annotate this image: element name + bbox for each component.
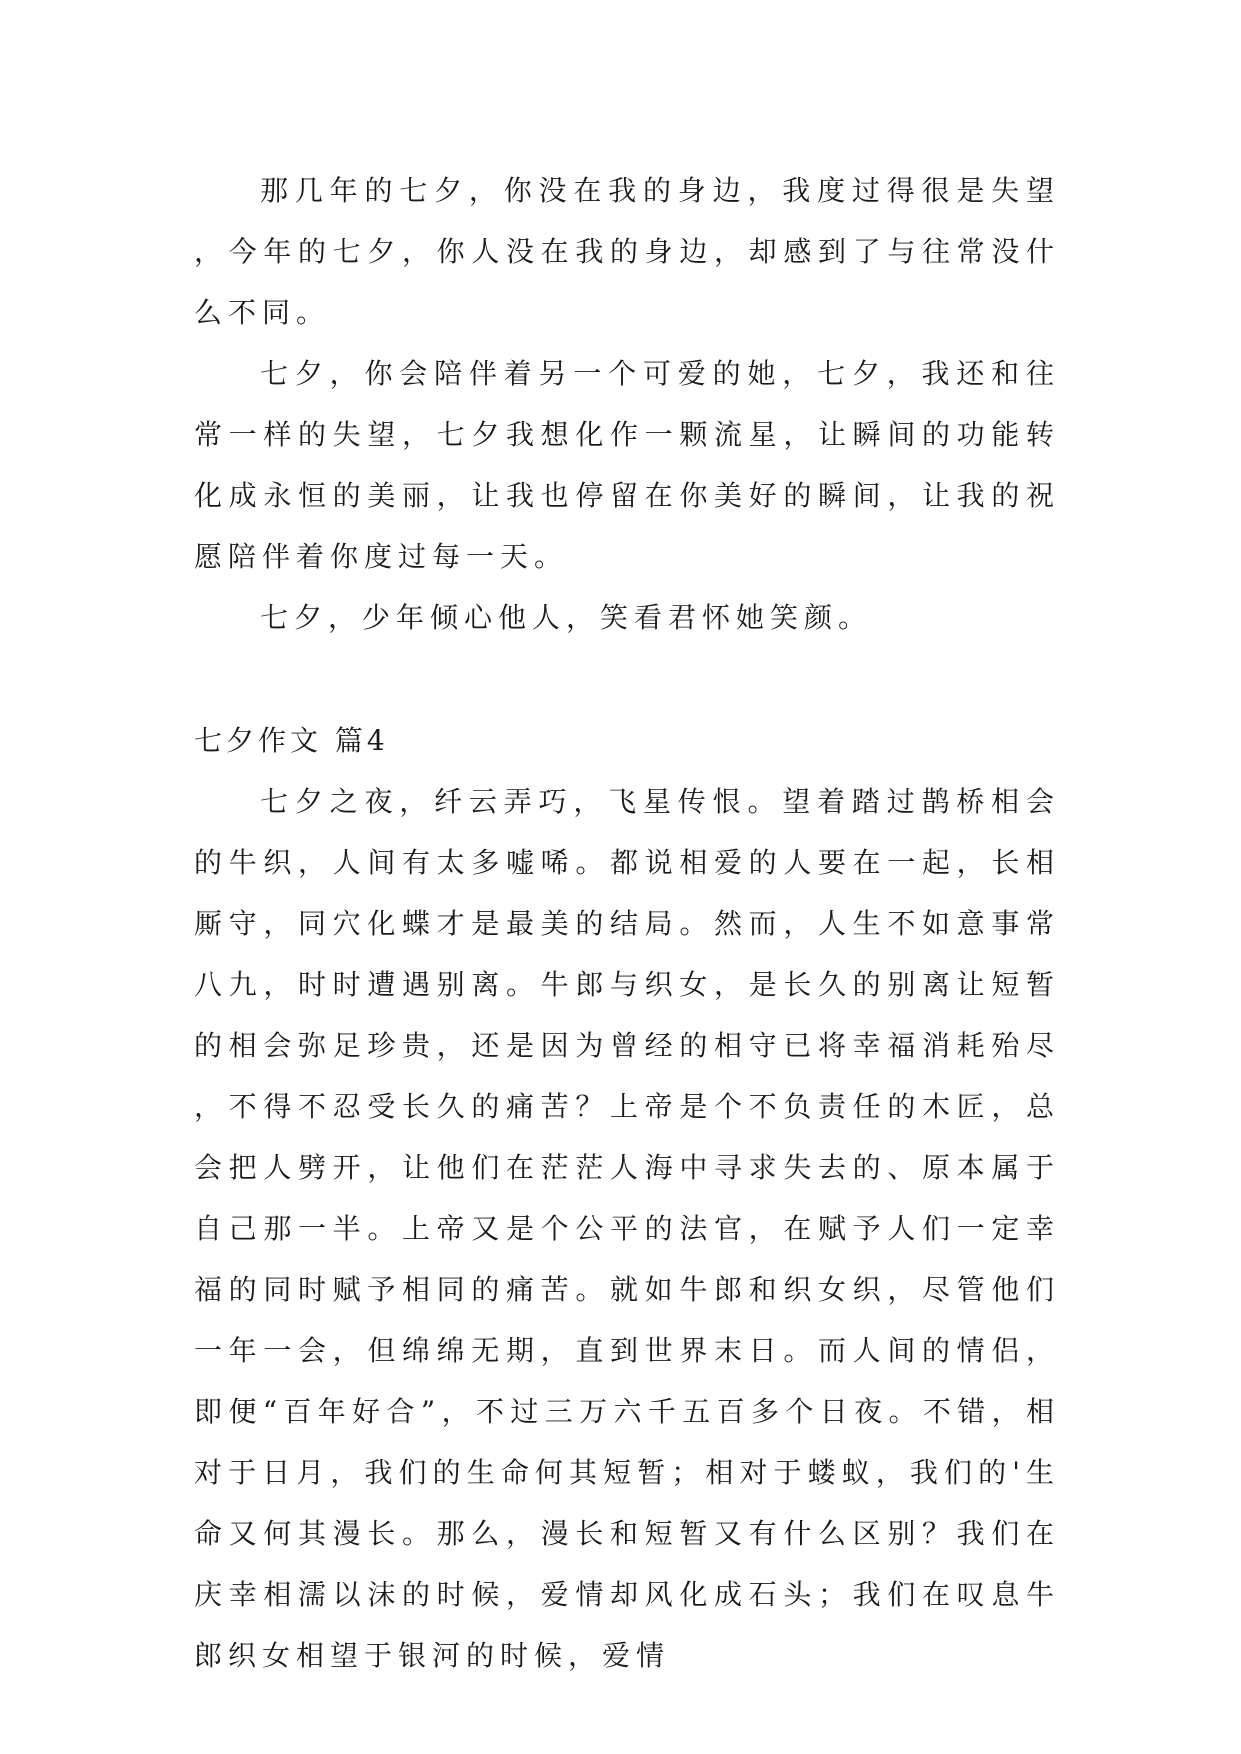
paragraph-qixi-youth: 七夕，少年倾心他人，笑看君怀她笑颜。 [260, 601, 873, 634]
paragraph-qixi-shooting-star: 七夕，你会陪伴着另一个可爱的她，七夕，我还和往常一样的失望，七夕我想化作一颗流星，让瞬间的功能转化成永恒的美丽，让我也停留在你美好的瞬间，让我的祝愿陪伴着你度过每一天。 [194, 357, 1060, 573]
paragraph-qixi-absence: 那几年的七夕，你没在我的身边，我度过得很是失望，今年的七夕，你人没在我的身边，却感到了与往常没什么不同。 [194, 174, 1060, 329]
paragraph-qixi-night: 七夕之夜，纤云弄巧，飞星传恨。望着踏过鹊桥相会的牛织，人间有太多嘘唏。都说相爱的人要在一起，长相厮守，同穴化蝶才是最美的结局。然而，人生不如意事常八九，时时遭遇别离。牛郎与织女，是长久的别离让短暂的相会弥足珍贵，还是因为曾经的相守已将幸福消耗殆尽，不得不忍受长久的痛苦？上帝是个不负责任的木匠，总会把人劈开，让他们在茫茫人海中寻求失去的、原本属于自己那一半。上帝又是个公平的法官，在赋予人们一定幸福的同时赋予相同的痛苦。就如牛郎和织女织，尽管他们一年一会，但绵绵无期，直到世界末日。而人间的情侣，即便“百年好合”，不过三万六千五百多个日夜。不错，相对于日月，我们的生命何其短暂；相对于蝼蚁，我们的'生命又何其漫长。那么，漫长和短暂又有什么区别？我们在庆幸相濡以沫的时候，爱情却风化成石头；我们在叹息牛郎织女相望于银河的时候，爱情 [194, 785, 1060, 1672]
document-body [194, 160, 1060, 1686]
section-heading: 七夕作文 篇4 [194, 724, 389, 757]
